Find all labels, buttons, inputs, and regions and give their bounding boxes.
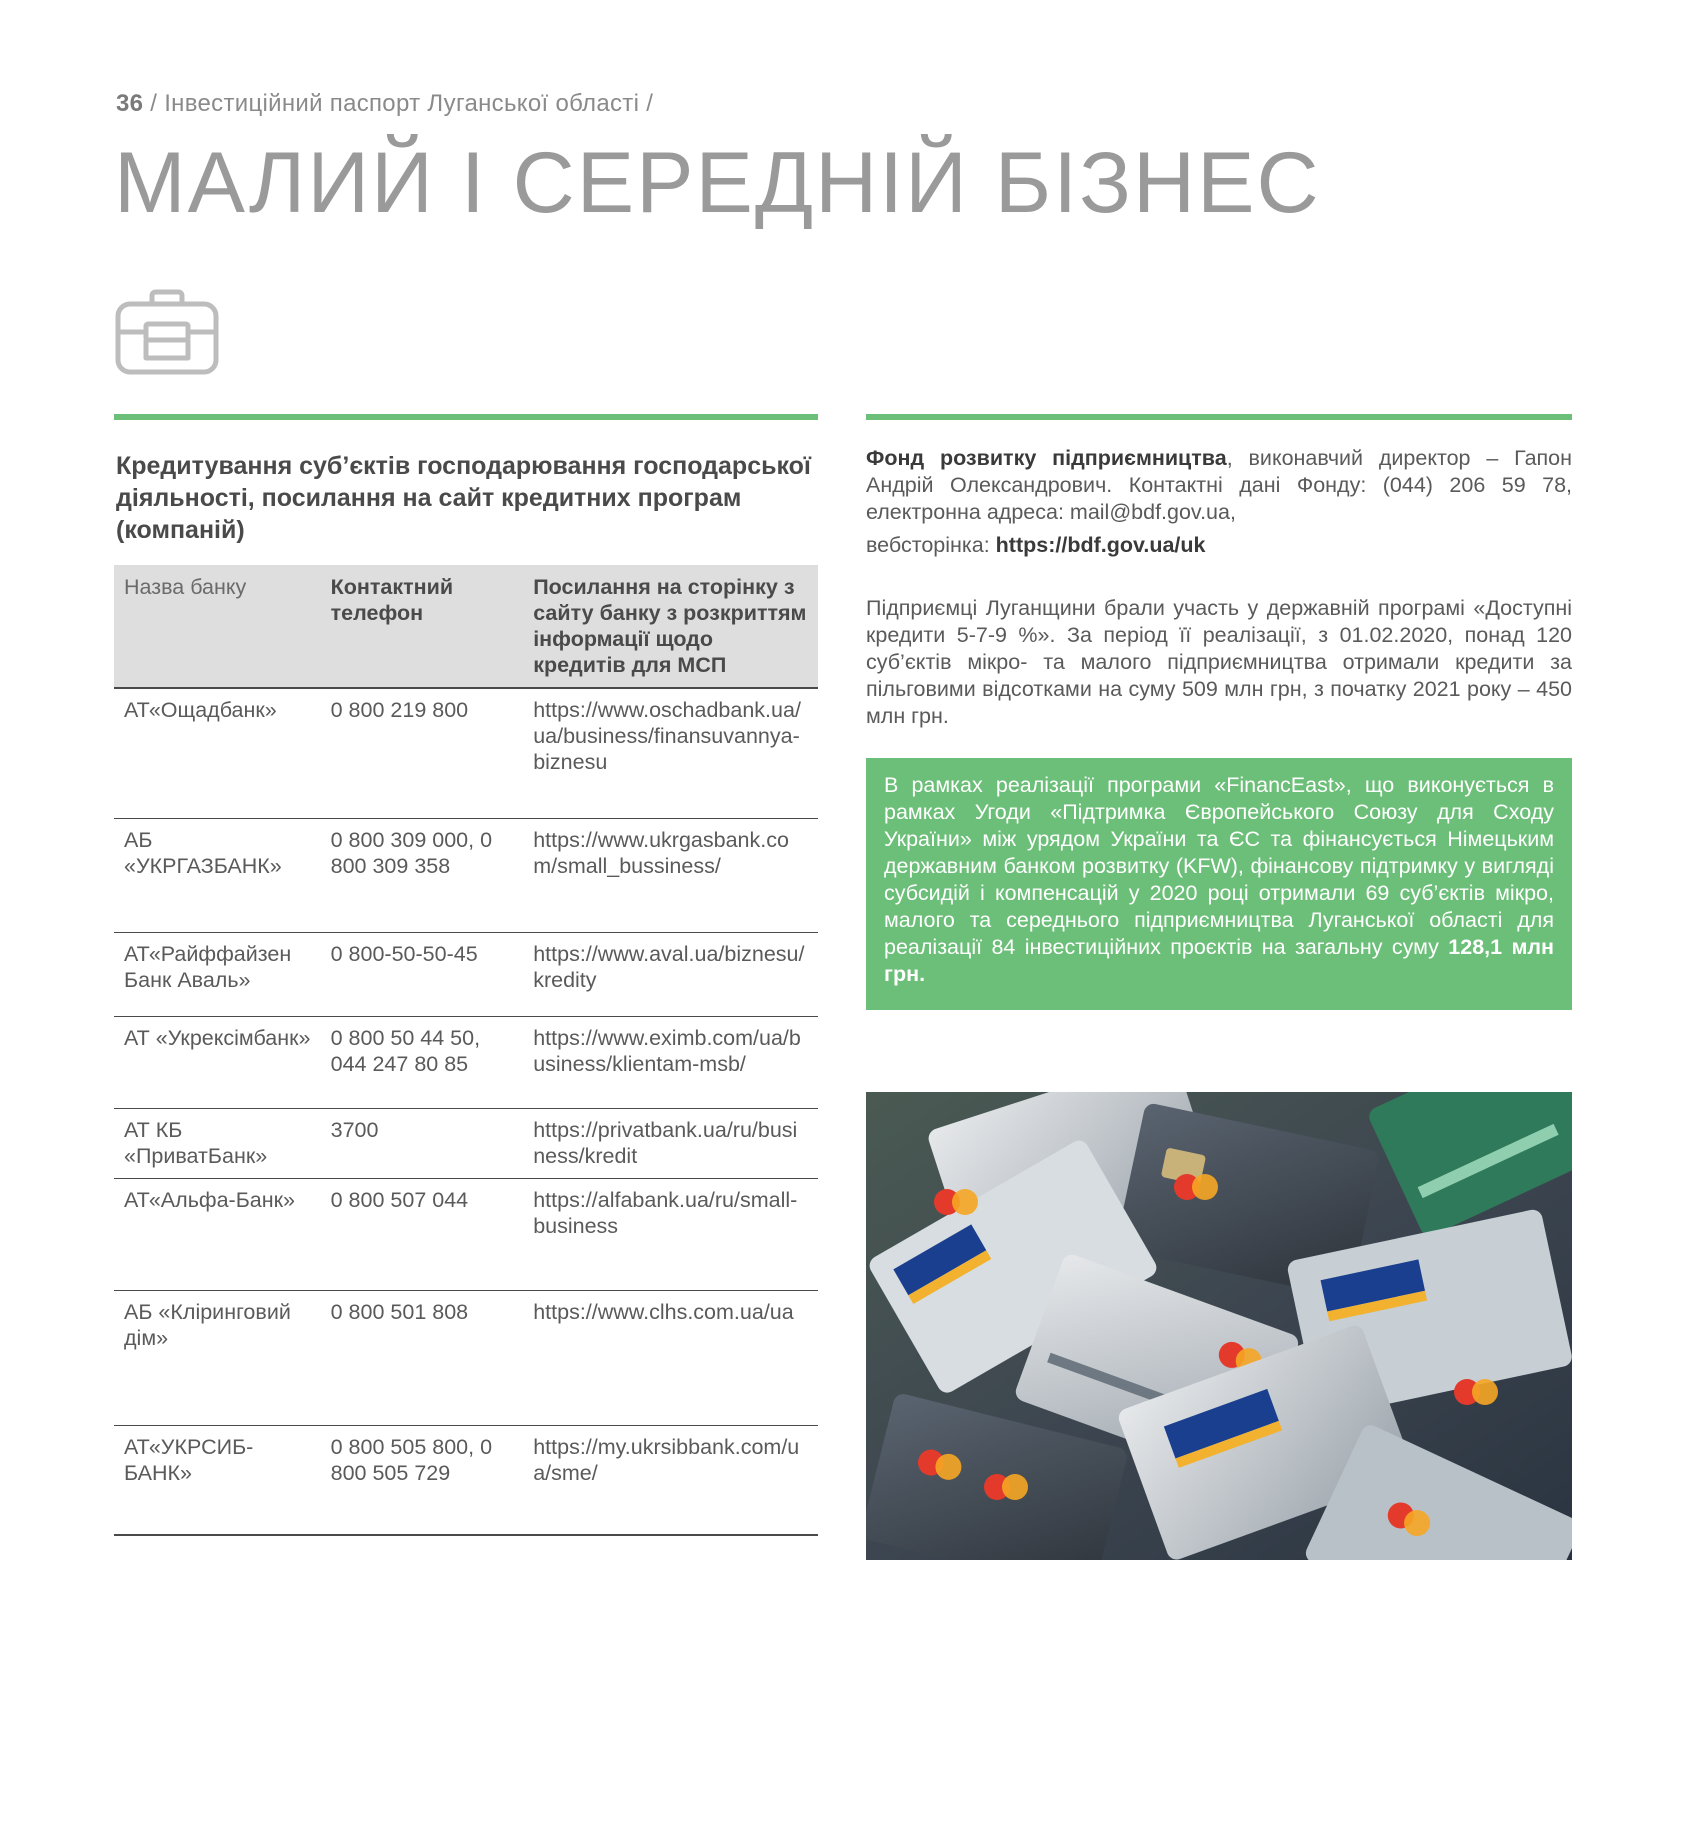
table-row (114, 932, 818, 1016)
bank-name: АТ КБ «ПриватБанк» (114, 1108, 321, 1178)
fund-info (866, 445, 1572, 526)
highlight-amount: 128,1 млн грн. (884, 935, 1554, 986)
table-heading: Кредитування суб’єктів господарювання господарської діяльності, посилання на сайт кредитних програм (компаній) (116, 452, 811, 544)
bank-name: АТ«Ощадбанк» (114, 688, 321, 818)
bank-link[interactable]: https://www.oschadbank.ua/ua/business/finansuvannya-biznesu (523, 688, 818, 818)
fund-website (866, 532, 1572, 559)
credit-cards-photo (866, 1092, 1572, 1560)
page-number: 36 (116, 90, 144, 117)
bank-link[interactable]: https://alfabank.ua/ru/small-business (523, 1178, 818, 1290)
program-paragraph: Підприємці Луганщини брали участь у державній програмі «Доступні кредити 5-7-9 %». За період її реалізації, з 01.02.2020, понад 120 суб’єктів мікро- та малого підприємництва отримали кредити за пільговими відсотками на суму 509 млн грн, з початку 2021 року – 450 млн грн. (866, 596, 1572, 728)
website-label: вебсторінка: (866, 533, 996, 557)
bank-phone: 0 800 50 44 50, 044 247 80 85 (321, 1016, 524, 1108)
header-link: Посилання на сторінку з сайту банку з розкриттям інформації щодо кредитів для МСП (523, 565, 818, 688)
table-row (114, 688, 818, 818)
header-text: / Інвестиційний паспорт Луганської області / (143, 90, 654, 117)
running-header (116, 90, 653, 118)
highlight-text: В рамках реалізації програми «FinancEast», що виконується в рамках Угоди «Підтримка Європейського Союзу для Сходу України» між урядом України та ЄС та фінансується Німецьким державним банком розвитку (KFW), фінансову підтримку у вигляді субсидій і компенсацій у 2020 році отримали 69 суб’єктів мікро, малого та середнього підприємництва Луганської області для реалізації 84 інвестиційних проєктів на загальну суму (884, 773, 1554, 959)
bank-phone: 0 800 505 800, 0 800 505 729 (321, 1425, 524, 1535)
credit-cards-illustration (866, 1092, 1572, 1560)
bank-link[interactable]: https://www.eximb.com/ua/business/klientam-msb/ (523, 1016, 818, 1108)
bank-link[interactable]: https://www.aval.ua/biznesu/kredity (523, 932, 818, 1016)
bank-phone: 0 800 309 000, 0 800 309 358 (321, 818, 524, 932)
bank-phone: 0 800 219 800 (321, 688, 524, 818)
bank-phone: 0 800 501 808 (321, 1290, 524, 1425)
bank-link[interactable]: https://my.ukrsibbank.com/ua/sme/ (523, 1425, 818, 1535)
bank-phone: 3700 (321, 1108, 524, 1178)
banks-table (114, 565, 818, 1536)
header-phone: Контактний телефон (321, 565, 524, 688)
bank-name: АТ«Альфа-Банк» (114, 1178, 321, 1290)
table-row (114, 1016, 818, 1108)
right-rule (866, 414, 1572, 420)
bank-phone: 0 800 507 044 (321, 1178, 524, 1290)
bank-link[interactable]: https://privatbank.ua/ru/business/kredit (523, 1108, 818, 1178)
table-row (114, 1108, 818, 1178)
fund-details: , виконавчий директор – Гапон Андрій Олександрович. Контактні дані Фонду: (044) 206 59 78, електронна адреса: mail@bdf.gov.ua, (866, 446, 1573, 524)
bank-name: АБ «УКРГАЗБАНК» (114, 818, 321, 932)
financeast-highlight (866, 758, 1572, 1010)
table-row (114, 1178, 818, 1290)
fund-name: Фонд розвитку підприємництва (866, 446, 1227, 470)
website-link[interactable]: https://bdf.gov.ua/uk (995, 533, 1206, 557)
table-row (114, 1290, 818, 1425)
bank-phone: 0 800-50-50-45 (321, 932, 524, 1016)
bank-name: АТ«УКРСИБ-БАНК» (114, 1425, 321, 1535)
bank-name: АТ «Укрексімбанк» (114, 1016, 321, 1108)
bank-link[interactable]: https://www.clhs.com.ua/ua (523, 1290, 818, 1425)
bank-name: АБ «Клiринговий дім» (114, 1290, 321, 1425)
table-header-row (114, 565, 818, 688)
table-row (114, 1425, 818, 1535)
bank-name: АТ«Райффайзен Банк Аваль» (114, 932, 321, 1016)
header-bank: Назва банку (114, 565, 321, 688)
bank-link[interactable]: https://www.ukrgasbank.com/small_bussiness/ (523, 818, 818, 932)
table-row (114, 818, 818, 932)
left-rule (114, 414, 818, 420)
briefcase-icon (114, 288, 220, 376)
page-title: МАЛИЙ І СЕРЕДНІЙ БІЗНЕС (114, 135, 1321, 231)
